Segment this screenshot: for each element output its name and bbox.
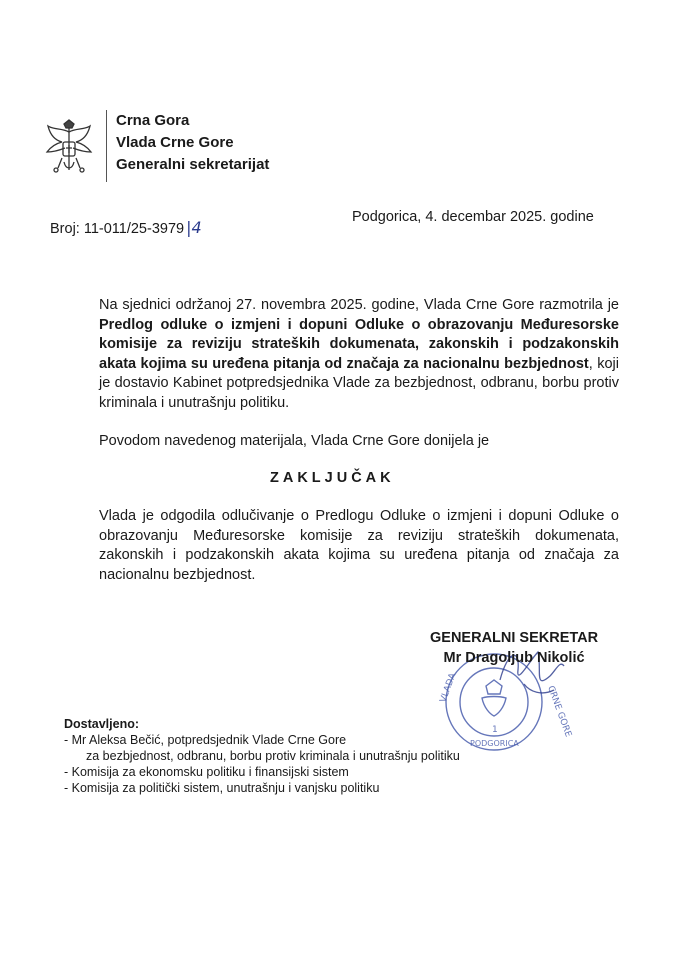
list-item: - Komisija za politički sistem, unutrašnju i vanjsku politiku: [64, 781, 380, 795]
handwritten-digit: 4: [191, 218, 202, 237]
header-divider: [106, 110, 107, 182]
list-item: za bezbjednost, odbranu, borbu protiv kriminala i unutrašnju politiku: [86, 749, 460, 763]
intro-text-end: , koji je dostavio Kabinet potpredsjednika Vlade za bezbjednost, odbranu, borbu protiv kriminala i unutrašnju politiku.: [99, 355, 619, 411]
department-name: Generalni sekretarijat: [116, 156, 270, 173]
stamp-city: PODGORICA: [470, 739, 519, 748]
decision-title: Predlog odluke o izmjeni i dopuni Odluke o obrazovanju Međuresorske komisije za reviziju strateških dokumenata, zakonskih i podzakonskih akata kojima su uređena pitanja od značaja za nacionalnu bezbjednost: [99, 316, 619, 372]
reference-number: [50, 218, 202, 237]
paragraph-conclusion: Vlada je odgodila odlučivanje o Predlogu Odluke o izmjeni i dopuni Odluke o obrazovanju Međuresorske komisije za reviziju strateških dokumenata, zakonskih i podzakonskih akata kojima su uređena pitanja od značaja za nacionalnu bezbjednost.: [99, 508, 619, 583]
distribution-heading: Dostavljeno:: [64, 717, 140, 731]
document-date: Podgorica, 4. decembar 2025. godine: [352, 209, 594, 225]
stamp-text-right: CRNE GORE: [545, 684, 573, 739]
list-item: - Mr Aleksa Bečić, potpredsjednik Vlade Crne Gore: [64, 733, 347, 747]
stamp-text-left: VLADA: [438, 671, 459, 705]
institution-header: [116, 110, 269, 176]
signature-block: [430, 628, 598, 668]
country-name: Crna Gora: [116, 112, 190, 129]
paragraph-intro: [99, 296, 619, 413]
signatory-name: Mr Dragoljub Nikolić: [443, 650, 585, 666]
distribution-list: [64, 716, 460, 796]
intro-text-start: Na sjednici održanoj 27. novembra 2025. godine, Vlada Crne Gore razmotrila je: [99, 297, 619, 313]
paragraph-adopted: Povodom navedenog materijala, Vlada Crne Gore donijela je: [99, 433, 490, 449]
list-item: - Komisija za ekonomsku politiku i finansijski sistem: [64, 765, 349, 779]
handwritten-suffix: |4: [186, 218, 202, 237]
government-name: Vlada Crne Gore: [116, 134, 234, 151]
coat-of-arms-icon: [44, 118, 94, 180]
conclusion-heading: ZAKLJUČAK: [270, 470, 395, 486]
reference-number-text: Broj: 11-011/25-3979: [50, 221, 185, 237]
stamp-number: 1: [492, 725, 498, 735]
signatory-title: GENERALNI SEKRETAR: [430, 630, 599, 646]
